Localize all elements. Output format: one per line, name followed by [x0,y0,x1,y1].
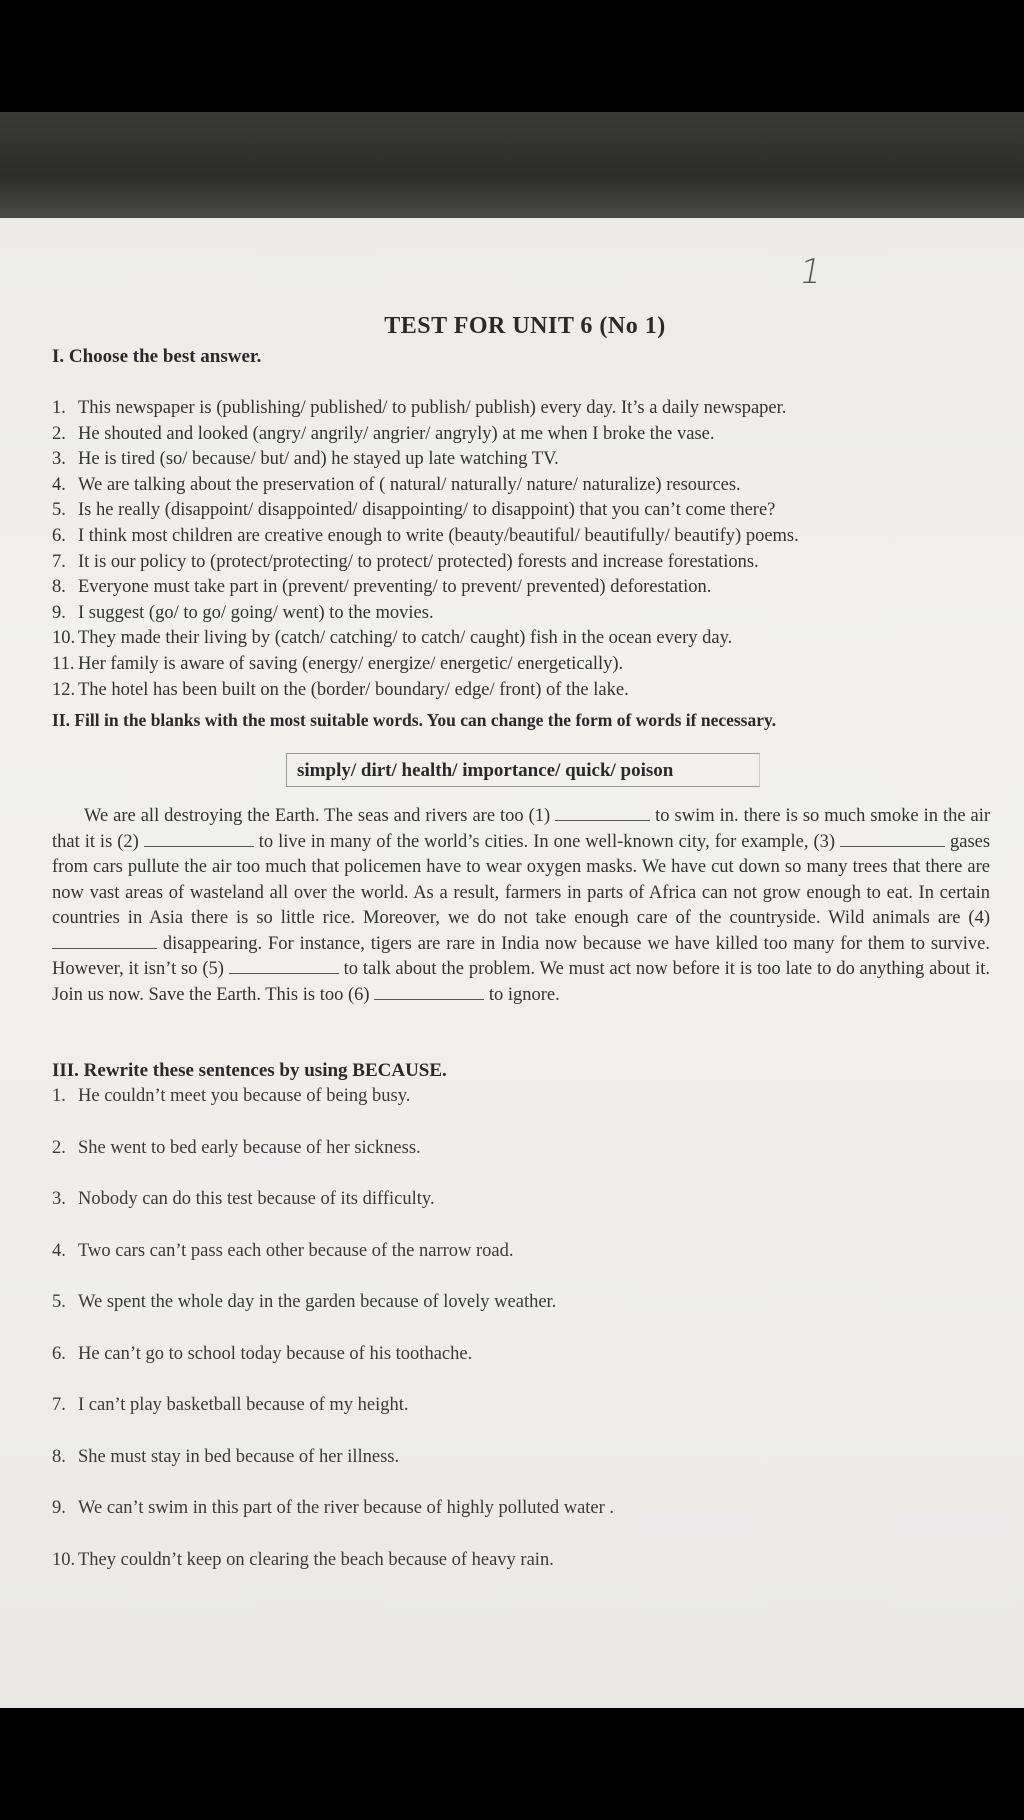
list-item: 11. Her family is aware of saving (energy/ energize/ energetic/ energetically). [52,653,624,674]
list-item: 3. Nobody can do this test because of its difficulty. [52,1189,435,1209]
list-item: 6. I think most children are creative enough to write (beauty/beautiful/ beautifully/ beautify) poems. [52,525,799,546]
page-title: TEST FOR UNIT 6 (No 1) [384,313,666,339]
section2-heading: II. Fill in the blanks with the most suitable words. You can change the form of words if necessary. [52,710,777,730]
list-item: 7. I can’t play basketball because of my height. [52,1395,409,1415]
section3-heading: III. Rewrite these sentences by using BECAUSE. [52,1060,447,1081]
list-item: 6. He can’t go to school today because of his toothache. [52,1343,473,1364]
blank-5[interactable] [229,959,339,974]
section3-list [52,1086,614,1601]
fill-in-passage: We are all destroying the Earth. The seas and rivers are too (1) to swim in. there is so much smoke in the air that it is (2) to live in many of the world’s cities. In one well-known city, for example, (3) gases from cars pullute the air too much that policemen have to wear oxygen masks. We have cut down so many trees that there are now vast areas of wasteland all over the world. As a result, farmers in parts of Africa can not grow enough to eat. In certain countries in Asia there is so little rice. Moreover, we do not take enough care of the countryside. Wild animals are (4) disappearing. For instance, tigers are rare in India now because we have killed too many for them to survive. However, it isn’t so (5) to talk about the problem. We must act now before it is too late to do anything about it. Join us now. Save the Earth. This is too (6) to ignore. [52,806,991,1005]
photo-bottom-border [0,1708,1024,1820]
list-item: 8. Everyone must take part in (prevent/ preventing/ to prevent/ prevented) deforestation. [52,577,712,598]
list-item: 8. She must stay in bed because of her illness. [52,1446,400,1467]
list-item: 4. We are talking about the preservation of ( natural/ naturally/ nature/ naturalize) resources. [52,474,741,495]
list-item: 2. He shouted and looked (angry/ angrily/ angrier/ angryly) at me when I broke the vase. [52,423,715,444]
list-item: 12. The hotel has been built on the (border/ boundary/ edge/ front) of the lake. [52,679,629,700]
worksheet-page [0,218,1024,1708]
list-item: 2. She went to bed early because of her sickness. [52,1137,421,1158]
blank-4[interactable] [52,934,157,949]
list-item: 5. We spent the whole day in the garden because of lovely weather. [52,1292,557,1312]
handwritten-page-number: 1 [796,252,826,292]
list-item: 5. Is he really (disappoint/ disappointed/ disappointing/ to disappoint) that you can’t come there? [52,500,776,521]
list-item: 10. They couldn’t keep on clearing the beach because of heavy rain. [52,1549,554,1570]
section1-list [52,396,799,703]
desk-background [0,112,1024,218]
blank-1[interactable] [555,806,650,821]
list-item: 9. I suggest (go/ to go/ going/ went) to the movies. [52,602,434,623]
list-item: 7. It is our policy to (protect/protecting/ to protect/ protected) forests and increase forestations. [52,551,759,572]
photo-top-border [0,0,1024,112]
list-item: 1. He couldn’t meet you because of being busy. [52,1086,411,1106]
blank-3[interactable] [840,832,945,847]
blank-2[interactable] [144,832,254,847]
word-box: simply/ dirt/ health/ importance/ quick/ poison [286,753,760,787]
list-item: 9. We can’t swim in this part of the river because of highly polluted water . [52,1498,615,1518]
section1-heading: I. Choose the best answer. [52,346,262,367]
list-item: 1. This newspaper is (publishing/ published/ to publish/ publish) every day. It’s a daily newspaper. [52,398,787,418]
blank-6[interactable] [374,985,484,1000]
list-item: 4. Two cars can’t pass each other because of the narrow road. [52,1240,514,1261]
list-item: 3. He is tired (so/ because/ but/ and) he stayed up late watching TV. [52,449,559,470]
list-item: 10. They made their living by (catch/ catching/ to catch/ caught) fish in the ocean every day. [52,628,733,649]
